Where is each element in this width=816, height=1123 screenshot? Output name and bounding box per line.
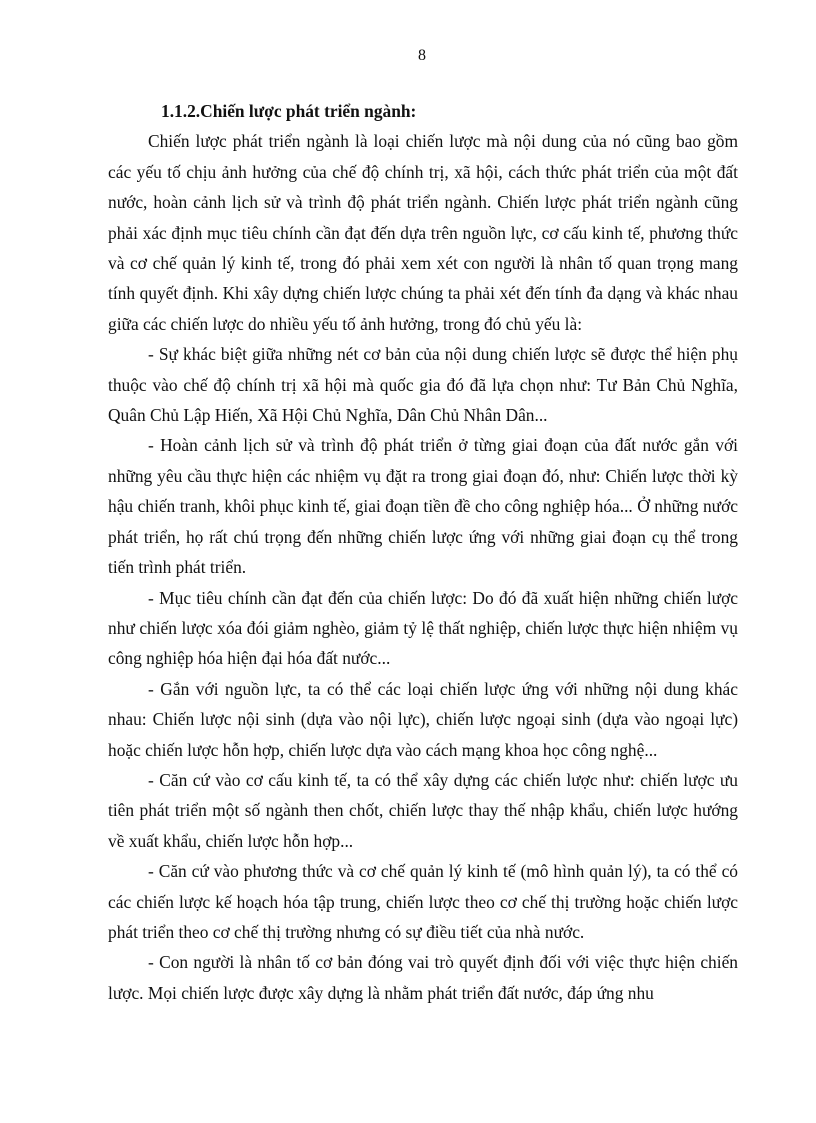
section-heading: 1.1.2.Chiến lược phát triển ngành: [161, 101, 417, 121]
paragraph-economic-structure: - Căn cứ vào cơ cấu kinh tế, ta có thể xây dựng các chiến lược như: chiến lược ưu tiên phát triển một số ngành then chốt, chiến lược thay thế nhập khẩu, chiến lược hướng về xuất khẩu, chiến lược hỗn hợp... [108, 769, 738, 851]
paragraph-intro: Chiến lược phát triển ngành là loại chiến lược mà nội dung của nó cũng bao gồm các yếu tố chịu ảnh hưởng của chế độ chính trị, xã hội, cách thức phát triển của một đất nước, hoàn cảnh lịch sử và trình độ phát triển ngành. Chiến lược phát triển ngành cũng phải xác định mục tiêu chính cần đạt đến dựa trên nguồn lực, cơ cấu kinh tế, phương thức và cơ chế quản lý kinh tế, trong đó phải xem xét con người là nhân tố quan trọng mang tính quyết định. Khi xây dựng chiến lược chúng ta phải xét đến tính đa dạng và khác nhau giữa các chiến lược do nhiều yếu tố ảnh hưởng, trong đó chủ yếu là: [108, 131, 738, 334]
document-body [108, 96, 738, 1008]
paragraph-main-objective: - Mục tiêu chính cần đạt đến của chiến lược: Do đó đã xuất hiện những chiến lược như chiến lược xóa đói giảm nghèo, giảm tỷ lệ thất nghiệp, chiến lược thực hiện nhiệm vụ công nghiệp hóa hiện đại hóa đất nước... [108, 587, 738, 669]
paragraph-historical-context: - Hoàn cảnh lịch sử và trình độ phát triển ở từng giai đoạn của đất nước gắn với những yêu cầu thực hiện các nhiệm vụ đặt ra trong giai đoạn đó, như: Chiến lược thời kỳ hậu chiến tranh, khôi phục kinh tế, giai đoạn tiền đề cho công nghiệp hóa... Ở những nước phát triển, họ rất chú trọng đến những chiến lược ứng với những giai đoạn cụ thể trong tiến trình phát triển. [108, 435, 738, 578]
paragraph-management-mechanism: - Căn cứ vào phương thức và cơ chế quản lý kinh tế (mô hình quản lý), ta có thể có các chiến lược kế hoạch hóa tập trung, chiến lược theo cơ chế thị trường hoặc chiến lược phát triển theo cơ chế thị trường nhưng có sự điều tiết của nhà nước. [108, 861, 738, 942]
paragraph-resources: - Gắn với nguồn lực, ta có thể các loại chiến lược ứng với những nội dung khác nhau: Chiến lược nội sinh (dựa vào nội lực), chiến lược ngoại sinh (dựa vào ngoại lực) hoặc chiến lược hỗn hợp, chiến lược dựa vào cách mạng khoa học công nghệ... [108, 678, 738, 760]
page-number: 8 [418, 47, 426, 64]
paragraph-human-factor: - Con người là nhân tố cơ bản đóng vai trò quyết định đối với việc thực hiện chiến lược. Mọi chiến lược được xây dựng là nhằm phát triển đất nước, đáp ứng nhu [108, 952, 738, 1003]
paragraph-political-regime: - Sự khác biệt giữa những nét cơ bản của nội dung chiến lược sẽ được thể hiện phụ thuộc vào chế độ chính trị xã hội mà quốc gia đó đã lựa chọn như: Tư Bản Chủ Nghĩa, Quân Chủ Lập Hiến, Xã Hội Chủ Nghĩa, Dân Chủ Nhân Dân... [108, 344, 738, 426]
